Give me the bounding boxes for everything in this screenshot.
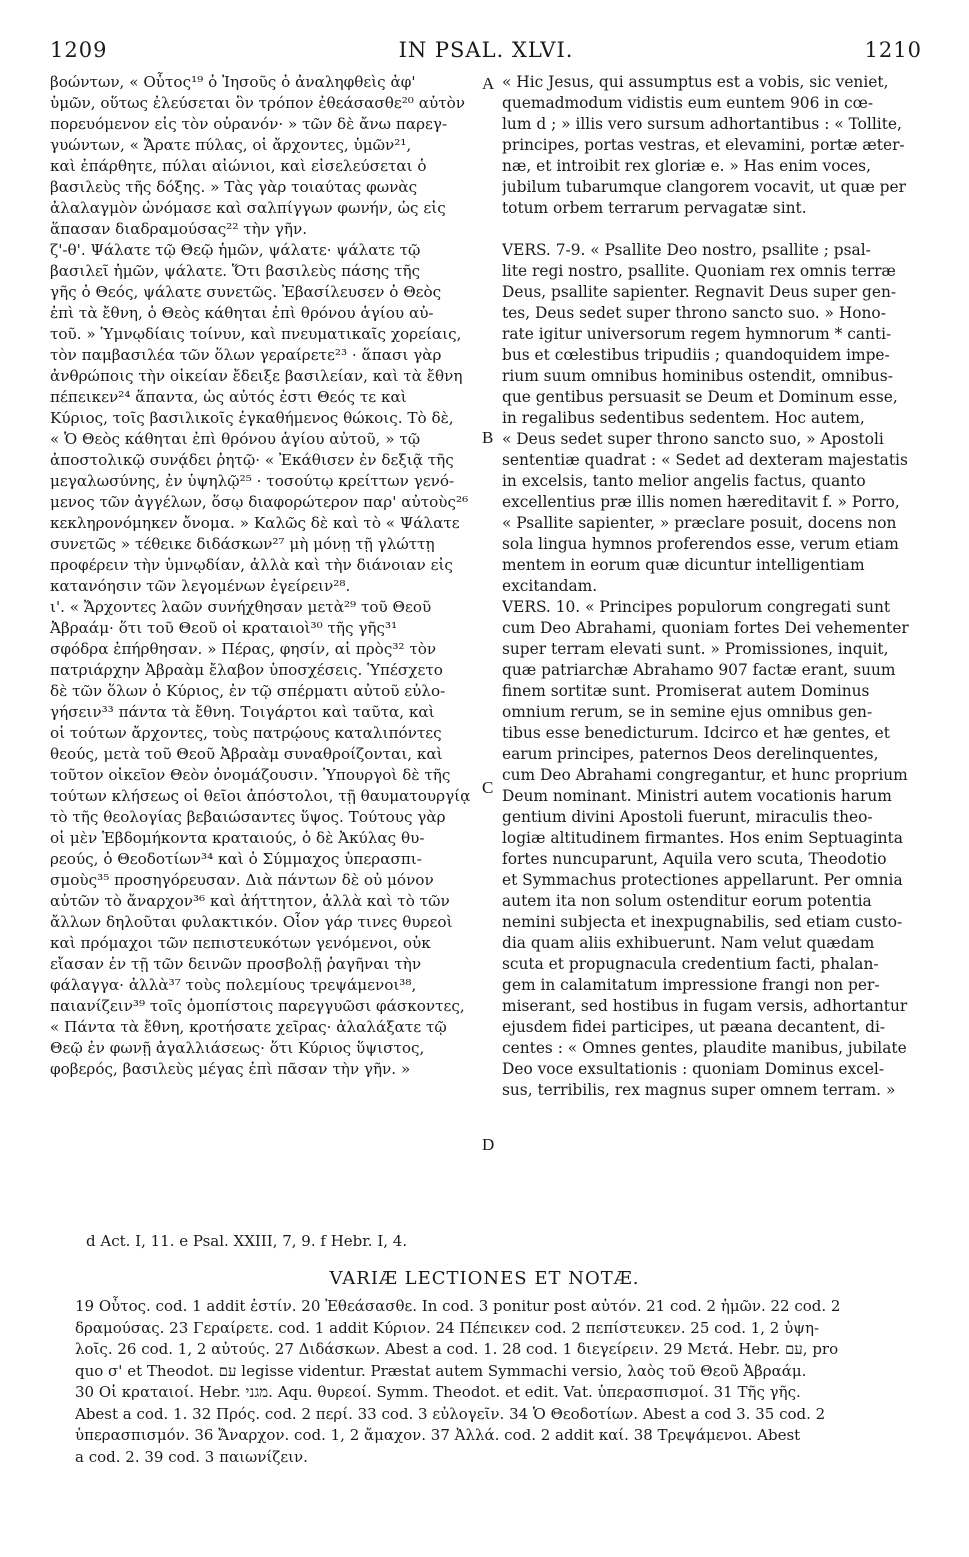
section-marker-c: C bbox=[482, 778, 494, 797]
latin-text-line: omnium rerum, se in semine ejus omnibus gen- bbox=[502, 703, 873, 721]
column-number-right: 1210 bbox=[864, 38, 922, 62]
latin-text-line: totum orbem terrarum pervagatæ sint. bbox=[502, 199, 807, 217]
greek-text-line: γήσειν³³ πάντα τὰ ἔθνη. Τοιγάρτοι καὶ ταῦτα, καὶ bbox=[50, 703, 435, 721]
note-line: Abest a cod. 1. 32 Πρός. cod. 2 περί. 33 cod. 3 εὐλογεῖν. 34 Ὁ Θεοδοτίων. Abest a cod 3. 35 cod. 2 bbox=[75, 1404, 826, 1423]
latin-text-line: quæ patriarchæ Abrahamo 907 factæ erant, suum bbox=[502, 661, 896, 679]
greek-text-line: φοβερός, βασιλεὺς μέγας ἐπὶ πᾶσαν τὴν γῆν. » bbox=[50, 1060, 411, 1078]
latin-text-line: gem in calamitatum impressione frangi non per- bbox=[502, 976, 880, 994]
latin-text-line: autem ita non solum ostenditur eorum potentia bbox=[502, 892, 872, 910]
greek-text-line: βοώντων, « Οὗτος¹⁹ ὁ Ἰησοῦς ὁ ἀναληφθεὶς ἀφ' bbox=[50, 73, 416, 91]
latin-text-column bbox=[502, 72, 922, 1101]
latin-text-line: « Deus sedet super throno sancto suo, » Apostoli bbox=[502, 430, 884, 448]
greek-text-line: γῆς ὁ Θεός, ψάλατε συνετῶς. Ἐβασίλευσεν ὁ Θεὸς bbox=[50, 283, 442, 301]
section-marker-b: B bbox=[482, 428, 494, 447]
latin-text-line: næ, et introibit rex gloriæ e. » Has enim voces, bbox=[502, 157, 871, 175]
latin-text-line: super terram elevati sunt. » Promissiones, inquit, bbox=[502, 640, 889, 658]
note-line: δραμούσας. 23 Γεραίρετε. cod. 1 addit Κύριον. 24 Πέπεικεν cod. 2 πεπίστευκεν. 25 cod. 1, 2 ὑψη- bbox=[75, 1318, 820, 1337]
greek-text-line: βασιλεῖ ἡμῶν, ψάλατε. Ὅτι βασιλεὺς πάσης τῆς bbox=[50, 262, 421, 280]
latin-text-line: miserant, sed hostibus in fugam versis, adhortantur bbox=[502, 997, 908, 1015]
latin-text-line: bus et cœlestibus tripudiis ; quandoquidem impe- bbox=[502, 346, 890, 364]
scripture-references: d Act. I, 11. e Psal. XXIII, 7, 9. f Hebr. I, 4. bbox=[86, 1232, 408, 1250]
page-header bbox=[50, 38, 922, 64]
section-marker-d: D bbox=[482, 1135, 495, 1154]
latin-text-line: finem sortitæ sunt. Promiserat autem Dominus bbox=[502, 682, 870, 700]
column-number-left: 1209 bbox=[50, 38, 108, 62]
greek-text-line: ἅπασαν διαδραμούσας²² τὴν γῆν. bbox=[50, 220, 308, 238]
latin-text-line: Deum nominant. Ministri autem vocationis harum bbox=[502, 787, 892, 805]
greek-text-line: ἀλαλαγμὸν ὠνόμασε καὶ σαλπίγγων φωνήν, ὡς εἰς bbox=[50, 199, 446, 217]
greek-text-line: κεκληρονόμηκεν ὄνομα. » Καλῶς δὲ καὶ τὸ « Ψάλατε bbox=[50, 514, 460, 532]
greek-text-line: ἐπὶ τὰ ἔθνη, ὁ Θεὸς κάθηται ἐπὶ θρόνου ἁγίου αὐ- bbox=[50, 304, 434, 322]
greek-text-line: βασιλεὺς τῆς δόξης. » Τὰς γὰρ τοιαύτας φωνὰς bbox=[50, 178, 418, 196]
latin-text-line: gentium divini Apostoli fuerunt, miraculis theo- bbox=[502, 808, 873, 826]
latin-text-line: « Psallite sapienter, » præclare posuit, docens non bbox=[502, 514, 897, 532]
latin-text-line: excitandam. bbox=[502, 577, 598, 595]
note-line: quo σ' et Theodot. ‏עם‎ legisse videntur. Præstat autem Symmachi versio, λαὸς τοῦ Θεοῦ Ἀβραάμ. bbox=[75, 1361, 807, 1380]
greek-text-line: συνετῶς » τέθεικε διδάσκων²⁷ μὴ μόνῃ τῇ γλώττῃ bbox=[50, 535, 435, 553]
latin-text-line: VERS. 7-9. « Psallite Deo nostro, psallite ; psal- bbox=[502, 241, 871, 259]
greek-text-line: ἄλλων δηλοῦται φυλακτικόν. Οἷον γάρ τινες θυρεοὶ bbox=[50, 913, 453, 931]
latin-text-line: ejusdem fidei participes, ut pæana decantent, di- bbox=[502, 1018, 886, 1036]
greek-text-line: Ἀβραάμ· ὅτι τοῦ Θεοῦ οἱ κραταιοὶ³⁰ τῆς γῆς³¹ bbox=[50, 619, 398, 637]
note-line: ὑπερασπισμόν. 36 Ἄναρχον. cod. 1, 2 ἄμαχον. 37 Ἀλλά. cod. 2 addit καί. 38 Τρεψάμενοι. Abest bbox=[75, 1426, 801, 1444]
latin-text-line: lum d ; » illis vero sursum adhortantibus : « Tollite, bbox=[502, 115, 902, 133]
note-line: λοῖς. 26 cod. 1, 2 αὐτούς. 27 Διδάσκων. Abest a cod. 1. 28 cod. 1 διεγείρειν. 29 Μετά. Hebr. ‏עם‎, pro bbox=[75, 1340, 839, 1358]
latin-text-line: et Symmachus protectiones appellarunt. Per omnia bbox=[502, 871, 903, 889]
greek-text-line: γυώντων, « Ἄρατε πύλας, οἱ ἄρχοντες, ὑμῶν²¹, bbox=[50, 136, 412, 154]
greek-text-line: ι'. « Ἄρχοντες λαῶν συνήχθησαν μετὰ²⁹ τοῦ Θεοῦ bbox=[50, 598, 432, 616]
greek-text-line: ρεούς, ὁ Θεοδοτίων³⁴ καὶ ὁ Σύμμαχος ὑπερασπι- bbox=[50, 850, 422, 868]
latin-text-line: logiæ altitudinem firmantes. Hos enim Septuaginta bbox=[502, 829, 903, 847]
latin-text-line: centes : « Omnes gentes, plaudite manibus, jubilate bbox=[502, 1039, 907, 1057]
greek-text-line: κατανόησιν τῶν λεγομένων ἐγείρειν²⁸. bbox=[50, 577, 351, 595]
latin-text-line: tes, Deus sedet super throno sancto suo. » Hono- bbox=[502, 304, 886, 322]
note-line: 30 Οἱ κραταιοί. Hebr. ‏מגני‎. Aqu. θυρεοί. Symm. Theodot. et edit. Vat. ὑπερασπισμοί. 31 Τῆς γῆς. bbox=[75, 1383, 801, 1401]
greek-text-line: δὲ τῶν ὅλων ὁ Κύριος, ἐν τῷ σπέρματι αὐτοῦ εὐλο- bbox=[50, 682, 446, 700]
latin-text-line: Deus, psallite sapienter. Regnavit Deus super gen- bbox=[502, 283, 897, 301]
greek-text-line: οἱ τούτων ἄρχοντες, τοὺς πατρῴους καταλιπόντες bbox=[50, 724, 442, 742]
latin-text-line: sus, terribilis, rex magnus super omnem terram. » bbox=[502, 1081, 896, 1099]
latin-text-line: cum Deo Abrahami congregantur, et hunc proprium bbox=[502, 766, 908, 784]
latin-text-line: cum Deo Abrahami, quoniam fortes Dei vehementer bbox=[502, 619, 909, 637]
running-title: IN PSAL. XLVI. bbox=[398, 38, 574, 62]
latin-text-line: sententiæ quadrat : « Sedet ad dexteram majestatis bbox=[502, 451, 908, 469]
greek-text-line: σφόδρα ἐπήρθησαν. » Πέρας, φησίν, αἱ πρὸς³² τὸν bbox=[50, 640, 437, 658]
greek-text-line: ζ'-θ'. Ψάλατε τῷ Θεῷ ἡμῶν, ψάλατε· ψάλατε τῷ bbox=[50, 241, 421, 259]
latin-text-line: lite regi nostro, psallite. Quoniam rex omnis terræ bbox=[502, 262, 896, 280]
latin-text-line: sola lingua hymnos proferendos esse, verum etiam bbox=[502, 535, 899, 553]
latin-text-line: dia quam aliis exhibuerunt. Nam velut quædam bbox=[502, 934, 875, 952]
greek-text-line: τούτων κλήσεως οἱ θεῖοι ἀπόστολοι, τῇ θαυματουργίᾳ bbox=[50, 787, 471, 805]
latin-text-line: earum principes, paternos Deos derelinquentes, bbox=[502, 745, 879, 763]
latin-text-line: scuta et propugnacula credentium facti, phalan- bbox=[502, 955, 879, 973]
greek-text-line: καὶ πρόμαχοι τῶν πεπιστευκότων γενόμενοι, οὐκ bbox=[50, 934, 431, 952]
latin-text-line: mentem in eorum quæ dicuntur intelligentiam bbox=[502, 556, 865, 574]
latin-text-line: nemini subjecta et inexpugnabilis, sed etiam custo- bbox=[502, 913, 903, 931]
note-line: a cod. 2. 39 cod. 3 παιωνίζειν. bbox=[75, 1447, 308, 1466]
latin-text-line: fortes nuncuparunt, Aquila vero scuta, Theodotio bbox=[502, 850, 887, 868]
greek-text-line: τοῦτον οἰκεῖον Θεὸν ὀνομάζουσιν. Ὑπουργοὶ δὲ τῆς bbox=[50, 766, 451, 784]
greek-text-line: παιανίζειν³⁹ τοῖς ὁμοπίστοις παρεγγυῶσι φάσκοντες, bbox=[50, 997, 465, 1015]
greek-text-line: ὑμῶν, οὕτως ἐλεύσεται ὃν τρόπον ἐθεάσασθε²⁰ αὐτὸν bbox=[50, 94, 465, 112]
greek-text-line: Κύριος, τοῖς βασιλικοῖς ἐγκαθήμενος θώκοις. Τὸ δὲ, bbox=[50, 409, 454, 427]
greek-text-line: καὶ ἐπάρθητε, πύλαι αἰώνιοι, καὶ εἰσελεύσεται ὁ bbox=[50, 157, 427, 175]
variant-readings-notes bbox=[75, 1296, 921, 1468]
note-line: 19 Οὗτος. cod. 1 addit ἐστίν. 20 Ἐθεάσασθε. In cod. 3 ponitur post αὐτόν. 21 cod. 2 ἡμῶν. 22 cod. 2 bbox=[75, 1297, 841, 1315]
greek-text-line: ἀποστολικῷ συνᾴδει ῥητῷ· « Ἐκάθισεν ἐν δεξιᾷ τῆς bbox=[50, 451, 454, 469]
greek-text-line: « Ὁ Θεὸς κάθηται ἐπὶ θρόνου ἁγίου αὐτοῦ, » τῷ bbox=[50, 430, 421, 448]
latin-text-line: rate igitur universorum regem hymnorum * canti- bbox=[502, 325, 892, 343]
greek-text-line: μεγαλωσύνης, ἐν ὑψηλῷ²⁵ · τοσούτῳ κρείττων γενό- bbox=[50, 472, 455, 490]
section-marker-a: A bbox=[482, 74, 495, 93]
greek-text-column bbox=[50, 72, 480, 1080]
greek-text-line: Θεῷ ἐν φωνῇ ἀγαλλιάσεως· ὅτι Κύριος ὕψιστος, bbox=[50, 1039, 425, 1057]
latin-text-line: Deo voce exsultationis : quoniam Dominus excel- bbox=[502, 1060, 885, 1078]
latin-text-line bbox=[502, 219, 922, 240]
notes-heading: VARIÆ LECTIONES ET NOTÆ. bbox=[329, 1268, 640, 1289]
greek-text-line: σμοὺς³⁵ προσηγόρευσαν. Διὰ πάντων δὲ οὐ μόνον bbox=[50, 871, 434, 889]
latin-text-line: tibus esse benedicturum. Idcirco et hæ gentes, et bbox=[502, 724, 890, 742]
latin-text-line: excellentius præ illis nomen hæreditavit f. » Porro, bbox=[502, 493, 900, 511]
latin-text-line: VERS. 10. « Principes populorum congregati sunt bbox=[502, 598, 891, 616]
latin-text-line: rium suum omnibus hominibus ostendit, omnibus- bbox=[502, 367, 893, 385]
greek-text-line: προφέρειν τὴν ὑμνῳδίαν, ἀλλὰ καὶ τὴν διάνοιαν εἰς bbox=[50, 556, 453, 574]
latin-text-line: jubilum tubarumque clangorem vocavit, ut quæ per bbox=[502, 178, 907, 196]
greek-text-line: πέπεικεν²⁴ ἅπαντα, ὡς αὐτός ἐστι Θεός τε καὶ bbox=[50, 388, 407, 406]
greek-text-line: εἴασαν ἐν τῇ τῶν δεινῶν προσβολῇ ῥαγῆναι τὴν bbox=[50, 955, 422, 973]
greek-text-line: τὸ τῆς θεολογίας βεβαιώσαντες ὕψος. Τούτους γὰρ bbox=[50, 808, 446, 826]
greek-text-line: αὐτῶν τὸ ἄναρχον³⁶ καὶ ἀήττητον, ἀλλὰ καὶ τὸ τῶν bbox=[50, 892, 450, 910]
greek-text-line: πατριάρχην Ἀβραὰμ ἔλαβον ὑποσχέσεις. Ὑπέσχετο bbox=[50, 661, 443, 679]
greek-text-line: φάλαγγα· ἀλλὰ³⁷ τοὺς πολεμίους τρεψάμενοι³⁸, bbox=[50, 976, 417, 994]
greek-text-line: πορευόμενον εἰς τὸν οὐρανόν· » τῶν δὲ ἄνω παρεγ- bbox=[50, 115, 448, 133]
latin-text-line: quemadmodum vidistis eum euntem 906 in cœ- bbox=[502, 94, 874, 112]
latin-text-line: in regalibus sedentibus sedentem. Hoc autem, bbox=[502, 409, 865, 427]
greek-text-line: μενος τῶν ἀγγέλων, ὅσῳ διαφορώτερον παρ' αὐτοὺς²⁶ bbox=[50, 493, 469, 511]
latin-text-line: que gentibus persuasit se Deum et Dominum esse, bbox=[502, 388, 898, 406]
greek-text-line: τὸν παμβασιλέα τῶν ὅλων γεραίρετε²³ · ἅπασι γὰρ bbox=[50, 346, 442, 364]
greek-text-line: θεούς, μετὰ τοῦ Θεοῦ Ἀβραὰμ συναθροίζονται, καὶ bbox=[50, 745, 443, 763]
latin-text-line: principes, portas vestras, et elevamini, portæ æter- bbox=[502, 136, 905, 154]
greek-text-line: οἱ μὲν Ἑβδομήκοντα κραταιούς, ὁ δὲ Ἀκύλας θυ- bbox=[50, 829, 425, 847]
latin-text-line: in excelsis, tanto melior angelis factus, quanto bbox=[502, 472, 866, 490]
greek-text-line: ἀνθρώποις τὴν οἰκείαν ἔδειξε βασιλείαν, καὶ τὰ ἔθνη bbox=[50, 367, 463, 385]
greek-text-line: τοῦ. » Ὑμνῳδίαις τοίνυν, καὶ πνευματικαῖς χορείαις, bbox=[50, 325, 462, 343]
latin-text-line: « Hic Jesus, qui assumptus est a vobis, sic veniet, bbox=[502, 73, 889, 91]
greek-text-line: « Πάντα τὰ ἔθνη, κροτήσατε χεῖρας· ἀλαλάξατε τῷ bbox=[50, 1018, 447, 1036]
